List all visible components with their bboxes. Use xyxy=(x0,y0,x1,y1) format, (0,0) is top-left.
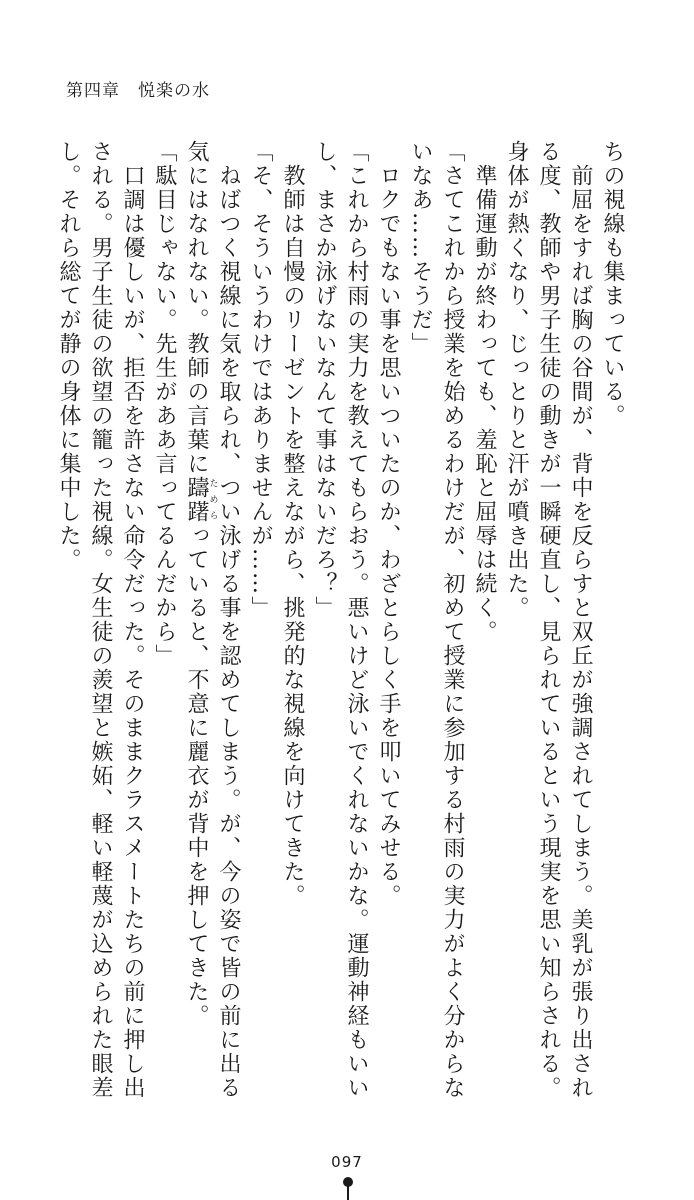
body-line-with-ruby xyxy=(180,140,218,1028)
body-line: る度、教師や男子生徒の動きが一瞬硬直し、見られているという現実を思い知らされる。 xyxy=(536,140,561,1100)
body-line: ロクでもない事を思いついたのか、わざとらしく手を叩いてみせる。 xyxy=(376,140,401,908)
body-line: 教師は自慢のリーゼントを整えながら、挑発的な視線を向けてきた。 xyxy=(280,140,305,908)
body-line-part: っていると、不意に麗衣が背中を押してきた。 xyxy=(184,524,209,1028)
body-line: し。それら総てが静の身体に集中した。 xyxy=(56,140,81,572)
body-line: 「これから村雨の実力を教えてもらおう。悪いけど泳いでくれないかな。運動神経もいい xyxy=(344,140,369,1100)
ornament-stem xyxy=(347,1186,349,1200)
body-line: し、まさか泳げないなんて事はないだろ？」 xyxy=(312,140,337,620)
body-line: される。男子生徒の欲望の籠った視線。女生徒の羨望と嫉妬、軽い軽蔑が込められた眼差 xyxy=(88,140,113,1100)
page-ornament-icon xyxy=(342,1176,354,1200)
body-line: 準備運動が終わっても、羞恥と屈辱は続く。 xyxy=(472,140,497,644)
body-line: いなあ……そうだ」 xyxy=(408,140,433,356)
ruby-word xyxy=(184,476,218,524)
body-line: 口調は優しいが、拒否を許さない命令だった。そのままクラスメートたちの前に押し出 xyxy=(120,140,145,1100)
ruby-reading: ためら xyxy=(207,476,218,524)
chapter-header: 第四章 悦楽の水 xyxy=(66,81,210,101)
body-line: ちの視線も集まっている。 xyxy=(600,140,625,428)
body-line: 前屈をすれば胸の谷間が、背中を反らすと双丘が強調されてしまう。美乳が張り出され xyxy=(568,140,593,1100)
body-line: 身体が熱くなり、じっとりと汗が噴き出た。 xyxy=(504,140,529,620)
body-line-part: 気にはなれない。教師の言葉に xyxy=(184,140,209,476)
body-line: ねばつく視線に気を取られ、つい泳げる事を認めてしまう。が、今の姿で皆の前に出る xyxy=(216,140,241,1100)
page-number: 097 xyxy=(331,1153,363,1171)
body-line: 「駄目じゃない。先生がああ言ってるんだから」 xyxy=(152,140,177,668)
body-line: 「さてこれから授業を始めるわけだが、初めて授業に参加する村雨の実力がよく分からな xyxy=(440,140,465,1100)
ruby-base: 躊躇 xyxy=(184,476,209,524)
body-line: 「そ、そういうわけではありませんが……」 xyxy=(248,140,273,620)
